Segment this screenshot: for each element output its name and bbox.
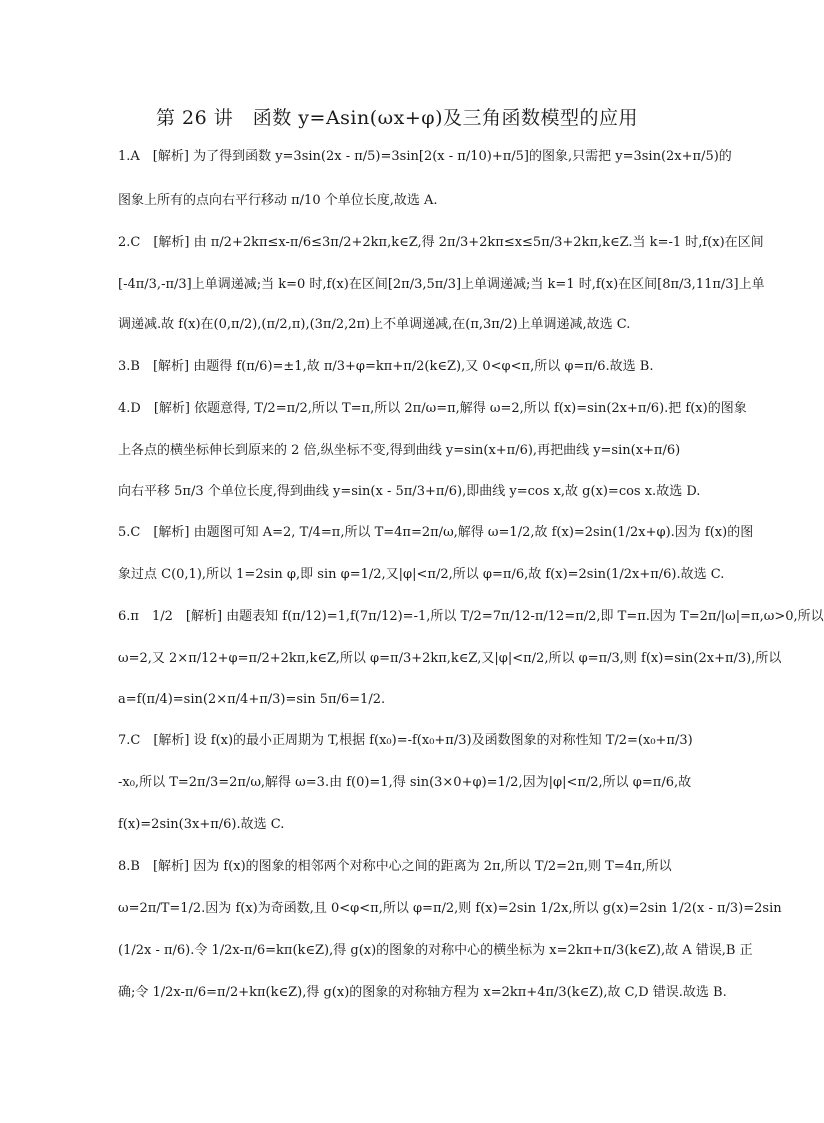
text-line: 8.B [解析] 因为 f(x)的图象的相邻两个对称中心之间的距离为 2π,所以 T/2=2π,则 T=4π,所以 — [118, 859, 672, 874]
text-line: [-4π/3,-π/3]上单调递减;当 k=0 时,f(x)在区间[2π/3,5π/3]上单调递减;当 k=1 时,f(x)在区间[8π/3,11π/3]上单 — [118, 277, 765, 292]
text-line: 6.π 1/2 [解析] 由题表知 f(π/12)=1,f(7π/12)=-1,所以 T/2=7π/12-π/12=π/2,即 T=π.因为 T=2π/|ω|=π,ω>0,所以 — [118, 609, 824, 624]
text-line: 4.D [解析] 依题意得, T/2=π/2,所以 T=π,所以 2π/ω=π,解得 ω=2,所以 f(x)=sin(2x+π/6).把 f(x)的图象 — [118, 401, 747, 416]
text-line: 5.C [解析] 由题图可知 A=2, T/4=π,所以 T=4π=2π/ω,解得 ω=1/2,故 f(x)=2sin(1/2x+φ).因为 f(x)的图 — [118, 525, 754, 540]
text-line: 1.A [解析] 为了得到函数 y=3sin(2x - π/5)=3sin[2(x - π/10)+π/5]的图象,只需把 y=3sin(2x+π/5)的 — [118, 149, 732, 164]
text-line: 图象上所有的点向右平行移动 π/10 个单位长度,故选 A. — [118, 193, 438, 208]
text-line: ω=2π/T=1/2.因为 f(x)为奇函数,且 0<φ<π,所以 φ=π/2,则 f(x)=2sin 1/2x,所以 g(x)=2sin 1/2(x - π/3)=2sin — [118, 901, 782, 916]
text-line: 向右平移 5π/3 个单位长度,得到曲线 y=sin(x - 5π/3+π/6),即曲线 y=cos x,故 g(x)=cos x.故选 D. — [118, 484, 701, 499]
text-line: 象过点 C(0,1),所以 1=2sin φ,即 sin φ=1/2,又|φ|<π/2,所以 φ=π/6,故 f(x)=2sin(1/2x+π/6).故选 C. — [118, 567, 725, 582]
text-line: 7.C [解析] 设 f(x)的最小正周期为 T,根据 f(x₀)=-f(x₀+π/3)及函数图象的对称性知 T/2=(x₀+π/3) — [118, 733, 693, 748]
text-line: 上各点的横坐标伸长到原来的 2 倍,纵坐标不变,得到曲线 y=sin(x+π/6),再把曲线 y=sin(x+π/6) — [118, 443, 681, 458]
text-line: -x₀,所以 T=2π/3=2π/ω,解得 ω=3.由 f(0)=1,得 sin(3×0+φ)=1/2,因为|φ|<π/2,所以 φ=π/6,故 — [118, 775, 692, 790]
page-title: 第 26 讲 函数 y=Asin(ωx+φ)及三角函数模型的应用 — [156, 107, 638, 129]
text-line: a=f(π/4)=sin(2×π/4+π/3)=sin 5π/6=1/2. — [118, 692, 386, 707]
text-line: (1/2x - π/6).令 1/2x-π/6=kπ(k∈Z),得 g(x)的图象的对称中心的横坐标为 x=2kπ+π/3(k∈Z),故 A 错误,B 正 — [118, 943, 753, 958]
text-line: 确;令 1/2x-π/6=π/2+kπ(k∈Z),得 g(x)的图象的对称轴方程为 x=2kπ+4π/3(k∈Z),故 C,D 错误.故选 B. — [118, 985, 727, 1000]
text-line: f(x)=2sin(3x+π/6).故选 C. — [118, 817, 285, 832]
text-line: 调递减.故 f(x)在(0,π/2),(π/2,π),(3π/2,2π)上不单调递减,在(π,3π/2)上单调递减,故选 C. — [118, 317, 631, 332]
text-line: 3.B [解析] 由题得 f(π/6)=±1,故 π/3+φ=kπ+π/2(k∈Z),又 0<φ<π,所以 φ=π/6.故选 B. — [118, 359, 654, 374]
text-line: ω=2,又 2×π/12+φ=π/2+2kπ,k∈Z,所以 φ=π/3+2kπ,k∈Z,又|φ|<π/2,所以 φ=π/3,则 f(x)=sin(2x+π/3),所以 — [118, 651, 782, 666]
text-line: 2.C [解析] 由 π/2+2kπ≤x-π/6≤3π/2+2kπ,k∈Z,得 2π/3+2kπ≤x≤5π/3+2kπ,k∈Z.当 k=-1 时,f(x)在区间 — [118, 235, 764, 250]
